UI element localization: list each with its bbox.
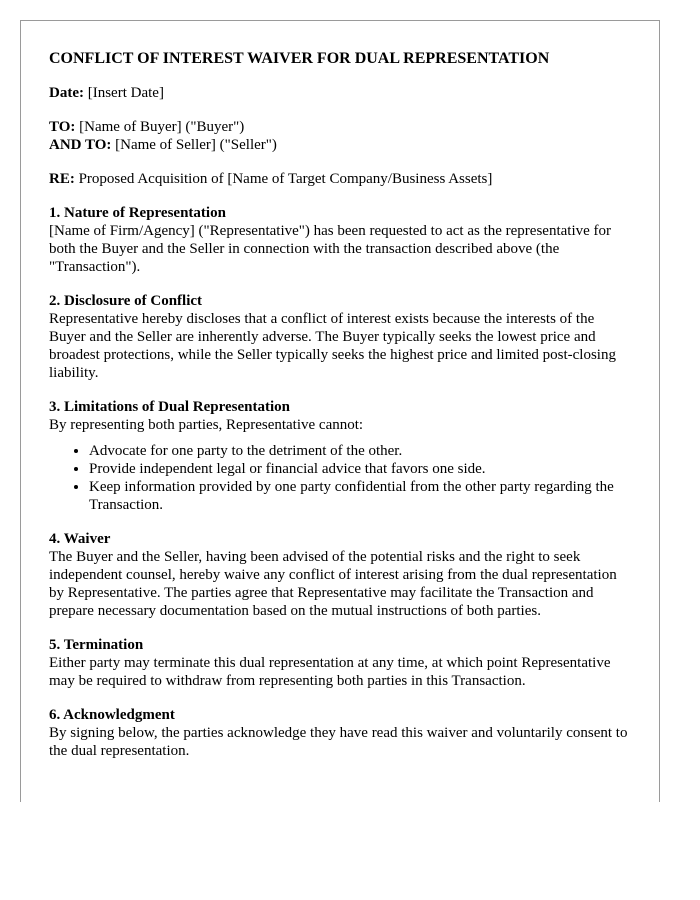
- date-line: [49, 84, 632, 102]
- document-title: CONFLICT OF INTEREST WAIVER FOR DUAL REPRESENTATION: [49, 50, 550, 67]
- list-item: • Provide independent legal or financial advice that favors one side.: [89, 460, 632, 478]
- section-disclosure-of-conflict: [49, 292, 632, 382]
- section-heading: 1. Nature of Representation: [49, 205, 226, 221]
- and-to-label: AND TO:: [49, 137, 112, 153]
- list-item: • Keep information provided by one party confidential from the other party regarding the Transaction.: [89, 478, 632, 514]
- list-item: • Advocate for one party to the detriment of the other.: [89, 442, 632, 460]
- and-to-value: [Name of Seller] ("Seller"): [115, 137, 277, 153]
- section-body: The Buyer and the Seller, having been advised of the potential risks and the right to seek independent counsel, hereby waive any conflict of interest arising from the dual representation by Representative. The parties agree that Representative may facilitate the Transaction and prepare necessary documentation based on the mutual instructions of both parties.: [49, 549, 617, 619]
- section-body: [Name of Firm/Agency] ("Representative") has been requested to act as the representative for both the Buyer and the Seller in connection with the transaction described above (the "Transaction").: [49, 223, 612, 275]
- section-waiver: [49, 530, 632, 620]
- section-termination: [49, 636, 632, 690]
- limitations-list: [49, 442, 632, 514]
- addressee-block: [49, 118, 632, 154]
- to-value: [Name of Buyer] ("Buyer"): [79, 119, 245, 135]
- section-limitations: [49, 398, 632, 514]
- re-label: RE:: [49, 171, 75, 187]
- section-body: By representing both parties, Representative cannot:: [49, 417, 364, 433]
- document-content: [21, 21, 659, 760]
- date-value: [Insert Date]: [87, 85, 164, 101]
- re-value: Proposed Acquisition of [Name of Target Company/Business Assets]: [78, 171, 493, 187]
- section-heading: 6. Acknowledgment: [49, 707, 175, 723]
- section-acknowledgment: [49, 706, 632, 760]
- section-heading: 5. Termination: [49, 637, 144, 653]
- section-heading: 3. Limitations of Dual Representation: [49, 399, 290, 415]
- re-line: [49, 170, 632, 188]
- section-heading: 2. Disclosure of Conflict: [49, 293, 203, 309]
- date-label: Date:: [49, 85, 84, 101]
- section-body: Either party may terminate this dual representation at any time, at which point Representative may be required to withdraw from representing both parties in this Transaction.: [49, 655, 611, 689]
- section-body: Representative hereby discloses that a conflict of interest exists because the interests of the Buyer and the Seller are inherently adverse. The Buyer typically seeks the lowest price and broadest protections, while the Seller typically seeks the highest price and limited post-closing liability.: [49, 311, 616, 381]
- document-page: [20, 20, 660, 802]
- section-nature-of-representation: [49, 204, 632, 276]
- section-body: By signing below, the parties acknowledge they have read this waiver and voluntarily consent to the dual representation.: [49, 725, 628, 759]
- section-heading: 4. Waiver: [49, 531, 111, 547]
- to-label: TO:: [49, 119, 76, 135]
